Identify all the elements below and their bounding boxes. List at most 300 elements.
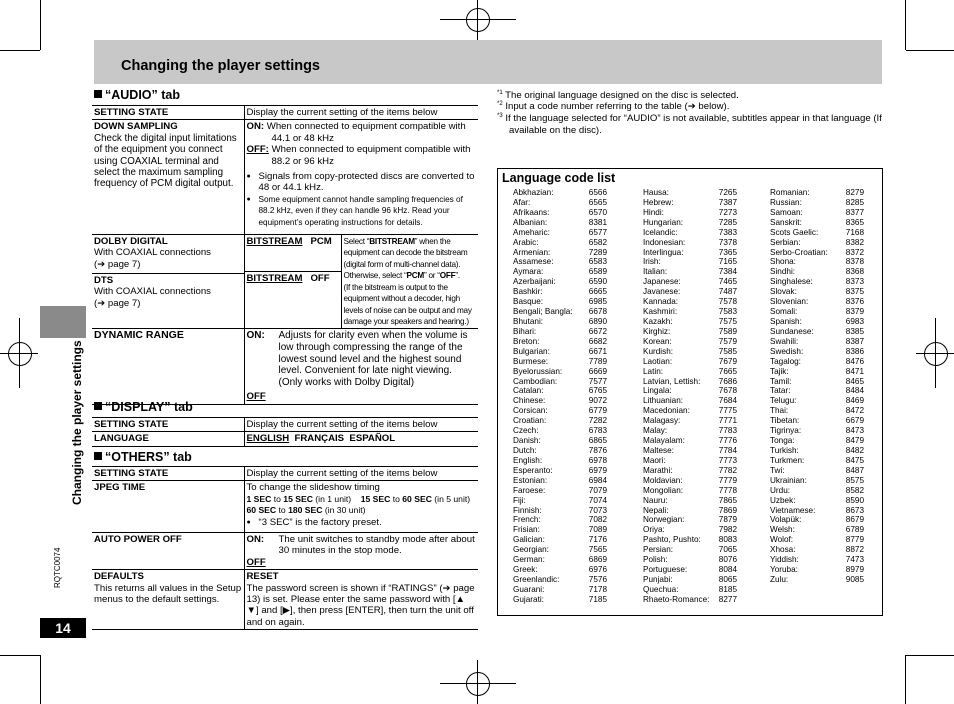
language-code-row — [770, 277, 864, 287]
language-code: 6589 — [588, 267, 607, 277]
language-code: 8065 — [718, 574, 737, 584]
language-code: 8185 — [718, 584, 737, 594]
language-code: 7778 — [718, 485, 737, 495]
language-name: Malay: — [643, 426, 668, 436]
language-code: 6679 — [845, 416, 864, 426]
crop-mark — [935, 318, 936, 388]
language-code-row — [643, 307, 737, 317]
language-code-row — [770, 377, 864, 387]
language-code: 6765 — [588, 386, 607, 396]
language-name: Kirghiz: — [643, 326, 671, 336]
language-code-row — [643, 267, 737, 277]
language-code: 7779 — [718, 475, 737, 485]
setting-state-desc: Display the current setting of the items below — [244, 106, 478, 120]
language-code-row — [513, 277, 607, 287]
language-name: Interlingua: — [643, 247, 684, 257]
language-code-row — [513, 496, 607, 506]
language-code-row — [643, 347, 737, 357]
model-code: RQTC0074 — [53, 547, 62, 588]
language-code-row — [770, 545, 864, 555]
language-name: Breton: — [513, 336, 540, 346]
language-code-row — [643, 535, 737, 545]
language-code-row — [643, 287, 737, 297]
language-name: Russian: — [770, 197, 802, 207]
language-code: 7784 — [718, 445, 737, 455]
language-code: 7285 — [718, 217, 737, 227]
language-code: 6865 — [588, 436, 607, 446]
language-code-row — [770, 396, 864, 406]
language-name: Icelandic: — [643, 227, 678, 237]
language-code-row — [770, 456, 864, 466]
language-code-row — [513, 446, 607, 456]
language-code: 7079 — [588, 485, 607, 495]
language-code: 7575 — [718, 316, 737, 326]
language-code: 8487 — [845, 465, 864, 475]
language-name: Sundanese: — [770, 326, 814, 336]
language-code: 8279 — [845, 188, 864, 197]
language-code: 7679 — [718, 356, 737, 366]
language-code-row — [770, 416, 864, 426]
language-name: French: — [513, 515, 541, 525]
note-bullet: ● “3 SEC” is the factory preset. — [247, 517, 477, 531]
language-code: 7783 — [718, 426, 737, 436]
language-code: 8590 — [845, 495, 864, 505]
language-name: Quechua: — [643, 584, 679, 594]
language-name: Nepali: — [643, 505, 669, 515]
language-code: 8373 — [845, 277, 864, 287]
language-name: Nauru: — [643, 495, 668, 505]
language-name: Romanian: — [770, 188, 810, 197]
crop-mark — [906, 655, 954, 656]
setting-name: DOWN SAMPLING — [94, 121, 178, 133]
language-name: Punjabi: — [643, 574, 673, 584]
language-code: 8979 — [845, 565, 864, 575]
language-code: 8779 — [845, 535, 864, 545]
side-label: Changing the player settings — [70, 340, 84, 505]
language-name: Maori: — [643, 455, 666, 465]
language-code: 7879 — [718, 515, 737, 525]
language-code-row — [770, 525, 864, 535]
crop-mark — [0, 655, 40, 656]
language-name: Hausa: — [643, 188, 669, 197]
language-name: Burmese: — [513, 356, 549, 366]
language-code-title: Language code list — [502, 171, 616, 185]
language-name: Aymara: — [513, 267, 544, 277]
language-name: Javanese: — [643, 287, 681, 297]
language-code: 7865 — [718, 495, 737, 505]
language-code-row — [643, 416, 737, 426]
language-code-row — [770, 257, 864, 267]
language-code: 7982 — [718, 525, 737, 535]
language-code: 8673 — [845, 505, 864, 515]
language-code: 8076 — [718, 555, 737, 565]
language-code-row — [513, 208, 607, 218]
audio-settings-table — [92, 105, 478, 405]
setting-name: DTS — [94, 275, 114, 287]
language-name: Wolof: — [770, 535, 794, 545]
language-name: Hungarian: — [643, 217, 684, 227]
table-row: SETTING STATE Display the current setting of the items below — [92, 418, 478, 432]
language-name: Samoan: — [770, 207, 803, 217]
display-settings-table — [92, 417, 478, 447]
language-code: 7089 — [588, 525, 607, 535]
language-code-row — [770, 297, 864, 307]
language-code-row — [770, 307, 864, 317]
language-code: 7576 — [588, 574, 607, 584]
language-code: 8387 — [845, 336, 864, 346]
language-name: Danish: — [513, 436, 541, 446]
language-code: 8378 — [845, 257, 864, 267]
language-code: 7869 — [718, 505, 737, 515]
setting-name: AUTO POWER OFF — [92, 533, 244, 570]
language-code-row — [513, 595, 607, 605]
language-name: English: — [513, 455, 543, 465]
language-code-row — [770, 496, 864, 506]
language-code-row — [513, 525, 607, 535]
language-name: Faroese: — [513, 485, 546, 495]
language-code-row — [513, 297, 607, 307]
language-name: Kashmiri: — [643, 307, 678, 317]
language-name: Thai: — [770, 406, 789, 416]
language-code: 6789 — [845, 525, 864, 535]
language-code-row — [643, 545, 737, 555]
language-code: 7789 — [588, 356, 607, 366]
language-code: 6678 — [588, 307, 607, 317]
language-code: 6565 — [588, 197, 607, 207]
language-code: 8679 — [845, 515, 864, 525]
language-name: Telugu: — [770, 396, 797, 406]
language-code-row — [770, 476, 864, 486]
language-code: 6979 — [588, 465, 607, 475]
language-code-row — [643, 188, 737, 198]
language-name: Xhosa: — [770, 545, 796, 555]
language-code: 7074 — [588, 495, 607, 505]
language-name: Frisian: — [513, 525, 540, 535]
registration-mark — [8, 342, 32, 366]
registration-mark — [924, 342, 948, 366]
language-name: Afar: — [513, 197, 531, 207]
language-code: 7776 — [718, 436, 737, 446]
language-code-row — [513, 486, 607, 496]
language-name: Kannada: — [643, 297, 679, 307]
language-code: 7178 — [588, 584, 607, 594]
language-name: Turkmen: — [770, 455, 805, 465]
language-code-row — [643, 426, 737, 436]
language-name: Korean: — [643, 336, 672, 346]
language-name: Latin: — [643, 366, 664, 376]
language-code: 7876 — [588, 445, 607, 455]
language-code-row — [643, 476, 737, 486]
language-code-row — [513, 287, 607, 297]
crop-mark — [477, 0, 478, 40]
language-code: 7782 — [718, 465, 737, 475]
language-code: 7473 — [845, 555, 864, 565]
language-code: 8476 — [845, 356, 864, 366]
table-row: LANGUAGE ENGLISH FRANÇAIS ESPAÑOL — [92, 432, 478, 446]
language-code-row — [513, 347, 607, 357]
language-code-row — [770, 228, 864, 238]
language-code: 8465 — [845, 376, 864, 386]
crop-mark — [40, 0, 41, 50]
language-name: Galician: — [513, 535, 545, 545]
language-name: Greek: — [513, 565, 538, 575]
display-tab-heading: “DISPLAY” tab — [94, 400, 193, 414]
language-name: Pashto, Pushto: — [643, 535, 701, 545]
language-code-row — [513, 238, 607, 248]
language-code: 7073 — [588, 505, 607, 515]
language-name: Guarani: — [513, 584, 545, 594]
table-row: DOLBY DIGITAL With COAXIAL connections (➔ page 7) DTS With COAXIAL connections (➔ page 7) BITSTREAM PCM BITSTREAM OFF Select “BITSTREAM” when the equipment can decode the bitstream (digital form of multi-channel data). Otherwise, select “PCM” or “OFF”. (If the bitstream is output to the equipment without a decoder, high levels of noise can be output and may damage your speakers and hearing.) — [92, 235, 478, 329]
language-code: 6582 — [588, 237, 607, 247]
language-name: Welsh: — [770, 525, 795, 535]
language-code-row — [513, 377, 607, 387]
language-code: 8582 — [845, 485, 864, 495]
language-code: 8277 — [718, 594, 737, 604]
language-code-row — [770, 406, 864, 416]
language-name: Scots Gaelic: — [770, 227, 819, 237]
language-name: Tonga: — [770, 436, 795, 446]
language-code: 8365 — [845, 217, 864, 227]
language-code: 8285 — [845, 197, 864, 207]
language-code: 8376 — [845, 297, 864, 307]
language-name: Swahili: — [770, 336, 799, 346]
language-code: 6577 — [588, 227, 607, 237]
language-code-row — [513, 307, 607, 317]
footnote: $^{*2}$ Input a code number referring to the table (➔ below). — [497, 101, 730, 113]
language-code-row — [643, 446, 737, 456]
language-code-row — [513, 406, 607, 416]
note-bullet: ● Signals from copy-protected discs are converted to 48 or 44.1 kHz. — [247, 171, 477, 194]
language-code-row — [513, 198, 607, 208]
language-code-row — [770, 466, 864, 476]
language-code-row — [643, 228, 737, 238]
table-row: JPEG TIME To change the slideshow timing 1 SEC to 15 SEC (in 1 unit) 15 SEC to 60 SEC (in 5 unit) 60 SEC to 180 SEC (in 30 unit) ● “3 SEC” is the factory preset. — [92, 481, 478, 533]
language-code: 6869 — [588, 555, 607, 565]
language-name: Tatar: — [770, 386, 791, 396]
language-name: Macedonian: — [643, 406, 690, 416]
language-code-row — [643, 406, 737, 416]
crop-mark — [0, 50, 40, 51]
language-code-row — [770, 426, 864, 436]
language-name: Sanskrit: — [770, 217, 802, 227]
language-code-row — [513, 565, 607, 575]
language-code: 6783 — [588, 426, 607, 436]
language-code-row — [770, 208, 864, 218]
language-code-row — [770, 287, 864, 297]
language-name: Catalan: — [513, 386, 544, 396]
language-code: 7282 — [588, 416, 607, 426]
language-code-row — [643, 277, 737, 287]
language-code-row — [513, 396, 607, 406]
language-code-row — [513, 257, 607, 267]
language-code-row — [643, 386, 737, 396]
language-name: Serbian: — [770, 237, 801, 247]
language-name: Estonian: — [513, 475, 548, 485]
language-name: Swedish: — [770, 346, 804, 356]
language-code: 6985 — [588, 297, 607, 307]
audio-tab-heading: “AUDIO” tab — [94, 88, 180, 102]
language-name: Portuguese: — [643, 565, 688, 575]
language-code-row — [643, 506, 737, 516]
language-name: Persian: — [643, 545, 674, 555]
square-bullet-icon — [94, 90, 102, 98]
bitstream-note: Select “BITSTREAM” when the equipment can decode the bitstream (digital form of multi-channel data). Otherwise, select “PCM” or “OFF”. (If the bitstream is output to the equipment without a decoder, high levels of noise can be output and may damage your speakers and hearing.) — [343, 237, 472, 326]
language-code: 8381 — [588, 217, 607, 227]
language-code-row — [513, 476, 607, 486]
language-code: 6665 — [588, 287, 607, 297]
language-code: 8471 — [845, 366, 864, 376]
language-code: 7771 — [718, 416, 737, 426]
language-name: Norwegian: — [643, 515, 685, 525]
language-code: 7775 — [718, 406, 737, 416]
language-name: Tigrinya: — [770, 426, 802, 436]
language-name: Yoruba: — [770, 565, 798, 575]
language-code: 6669 — [588, 366, 607, 376]
footnote: $^{*3}$ If the language selected for “AUDIO” is not available, subtitles appear in that language (If available on the disc). — [497, 113, 882, 136]
language-code: 6590 — [588, 277, 607, 287]
setting-name: DOLBY DIGITAL — [94, 236, 168, 248]
language-code-row — [643, 238, 737, 248]
language-name: Ameharic: — [513, 227, 550, 237]
language-code: 9085 — [845, 574, 864, 584]
language-code-row — [513, 357, 607, 367]
language-code-row — [770, 347, 864, 357]
language-name: Sindhi: — [770, 267, 796, 277]
crop-mark — [19, 318, 20, 388]
language-code-row — [770, 386, 864, 396]
language-name: Latvian, Lettish: — [643, 376, 701, 386]
language-code-row — [643, 208, 737, 218]
language-code: 7678 — [718, 386, 737, 396]
language-name: Japanese: — [643, 277, 681, 287]
language-code: 8385 — [845, 326, 864, 336]
language-code-row — [643, 515, 737, 525]
language-code: 6779 — [588, 406, 607, 416]
language-name: Czech: — [513, 426, 539, 436]
setting-name: LANGUAGE — [92, 432, 244, 446]
language-code-row — [770, 565, 864, 575]
language-code-row — [770, 535, 864, 545]
language-code-row — [513, 218, 607, 228]
language-code-row — [643, 377, 737, 387]
crop-mark — [40, 655, 41, 704]
language-code: 7065 — [718, 545, 737, 555]
language-name: Zulu: — [770, 574, 789, 584]
table-row: DOWN SAMPLING Check the digital input limitations of the equipment you connect using COAXIAL terminal and select the maximum sampling frequency of PCM digital output. ON: When connected to equipment compatible with 44.1 or 48 kHz OFF: When connected to equipment compatible with 88.2 or 96 kHz ● Signals from copy-protected discs are converted to 48 or 44.1 kHz. ● Some equipment cannot handle sampling frequencies of 88.2 kHz, even if they can handle 96 kHz. Read your equipment’s operating instructions for details. — [92, 120, 478, 235]
language-name: Lithuanian: — [643, 396, 684, 406]
language-code: 7565 — [588, 545, 607, 555]
language-name: Georgian: — [513, 545, 549, 555]
language-code: 7686 — [718, 376, 737, 386]
language-code-row — [513, 386, 607, 396]
language-code-row — [513, 436, 607, 446]
language-code: 7165 — [718, 257, 737, 267]
language-code: 6983 — [845, 316, 864, 326]
language-code: 7577 — [588, 376, 607, 386]
language-name: Azerbaijani: — [513, 277, 556, 287]
language-code: 8368 — [845, 267, 864, 277]
language-code: 8377 — [845, 207, 864, 217]
language-name: Kazakh: — [643, 316, 673, 326]
language-code-row — [643, 297, 737, 307]
language-code: 7384 — [718, 267, 737, 277]
language-code-row — [643, 367, 737, 377]
language-code-row — [770, 327, 864, 337]
language-column — [513, 188, 607, 605]
language-name: Hebrew: — [643, 197, 674, 207]
language-code: 8479 — [845, 436, 864, 446]
registration-mark — [466, 672, 490, 696]
crop-mark — [905, 655, 906, 704]
language-code-row — [513, 515, 607, 525]
footnote: $^{*1}$ The original language designed on the disc is selected. — [497, 90, 739, 102]
language-code-row — [643, 198, 737, 208]
table-row: AUTO POWER OFF ON: The unit switches to standby mode after about 30 minutes in the stop mode. OFF — [92, 533, 478, 570]
language-code-row — [513, 367, 607, 377]
language-code: 7585 — [718, 346, 737, 356]
setting-name: JPEG TIME — [92, 481, 244, 533]
language-name: Bihari: — [513, 326, 537, 336]
language-code-row — [643, 327, 737, 337]
crop-mark — [440, 19, 516, 20]
language-code: 7185 — [588, 594, 607, 604]
language-name: Somali: — [770, 307, 798, 317]
language-code: 7665 — [718, 366, 737, 376]
language-code-list — [497, 168, 883, 616]
language-code-row — [513, 248, 607, 258]
language-code-row — [513, 466, 607, 476]
language-code-row — [513, 506, 607, 516]
language-code-row — [643, 218, 737, 228]
language-code: 6890 — [588, 316, 607, 326]
language-code-row — [643, 575, 737, 585]
language-name: Spanish: — [770, 316, 802, 326]
language-code-row — [513, 585, 607, 595]
language-name: Afrikaans: — [513, 207, 550, 217]
language-name: Maltese: — [643, 445, 674, 455]
setting-name: DEFAULTS — [94, 571, 144, 583]
language-name: Abkhazian: — [513, 188, 554, 197]
language-code: 6570 — [588, 207, 607, 217]
language-name: Bashkir: — [513, 287, 543, 297]
page-number: 14 — [40, 618, 86, 638]
page-header — [94, 40, 882, 84]
crop-mark — [477, 660, 478, 704]
language-code: 8472 — [845, 406, 864, 416]
language-code: 7365 — [718, 247, 737, 257]
language-code: 6984 — [588, 475, 607, 485]
language-code: 8083 — [718, 535, 737, 545]
side-tab — [40, 306, 86, 338]
language-name: Bulgarian: — [513, 346, 550, 356]
square-bullet-icon — [94, 402, 102, 410]
language-code-row — [643, 436, 737, 446]
language-code: 7273 — [718, 207, 737, 217]
language-code: 8482 — [845, 445, 864, 455]
language-name: Urdu: — [770, 485, 791, 495]
language-column — [643, 188, 737, 605]
language-name: Bengali; Bangla: — [513, 307, 573, 317]
language-code: 7168 — [845, 227, 864, 237]
language-name: Malagasy: — [643, 416, 681, 426]
language-name: Singhalese: — [770, 277, 813, 287]
page-title: Changing the player settings — [121, 58, 320, 74]
language-code: 6583 — [588, 257, 607, 267]
language-name: Arabic: — [513, 237, 539, 247]
language-code: 7289 — [588, 247, 607, 257]
language-code-row — [643, 496, 737, 506]
language-code: 9072 — [588, 396, 607, 406]
